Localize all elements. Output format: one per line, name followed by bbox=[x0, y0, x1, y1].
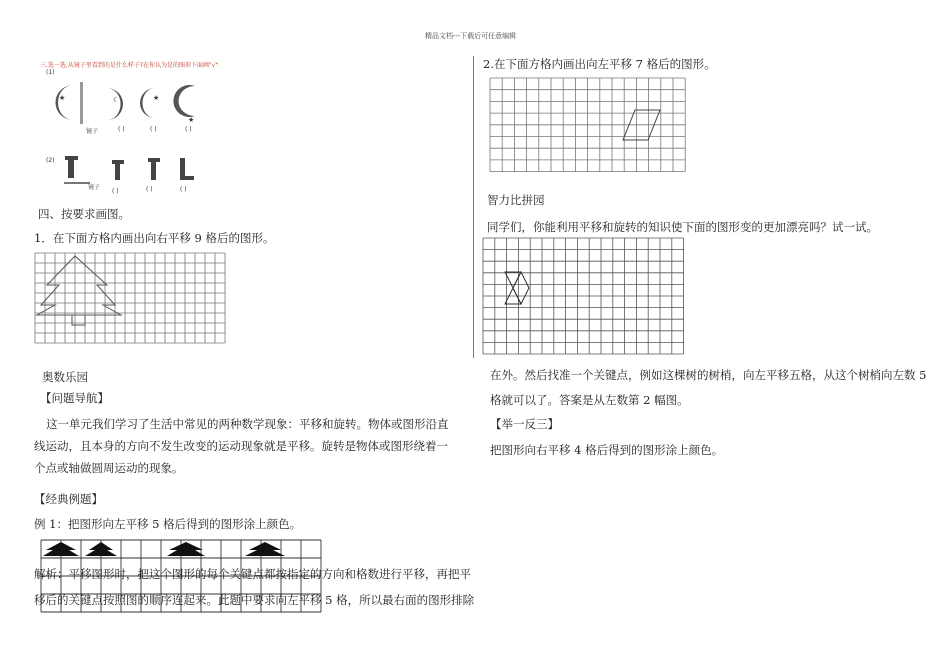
practice-title: 【举一反三】 bbox=[490, 417, 559, 431]
nav-paragraph: 这一单元我们学习了生活中常见的两种数学现象：平移和旋转。物体或图形沿直线运动，且本身的方向不发生改变的运动现象就是平移。旋转是物体或图形绕着一个点或轴做圆周运动的现象。 bbox=[34, 417, 449, 475]
part1-label: (1) bbox=[46, 69, 55, 76]
svg-text:★: ★ bbox=[188, 116, 195, 124]
mirror-question: 三.选一选,从镜子里看到的是什么样子?在你认为是的图形下面画"√" bbox=[40, 62, 219, 69]
moon-choice-2 bbox=[140, 88, 155, 118]
analysis-cont-1: 在外。然后找准一个关键点，例如这棵树的树梢，向左平移五格，从这个树梢向左数 5 bbox=[490, 368, 927, 382]
section4-title: 四、按要求画图。 bbox=[38, 207, 130, 221]
puzzle-diamond bbox=[513, 272, 529, 304]
analysis-line-1: 解析：平移图形时，把这个图形的每个关键点都按指定的方向和格数进行平移，再把平 bbox=[34, 567, 471, 581]
analysis-cont-2: 格就可以了。答案是从左数第 2 幅图。 bbox=[490, 393, 689, 407]
tree-grid bbox=[35, 253, 228, 343]
choice-blank-4: ( ) bbox=[112, 188, 119, 195]
example1-text: 例 1：把图形向左平移 5 格后得到的图形涂上颜色。 bbox=[34, 517, 302, 531]
tree-shape bbox=[37, 256, 121, 315]
practice-text: 把图形向右平移 4 格后得到的图形涂上颜色。 bbox=[490, 443, 724, 457]
tree-trunk bbox=[72, 315, 85, 325]
mirror-label-1: 镜子 bbox=[86, 128, 99, 135]
olympiad-title: 奥数乐园 bbox=[42, 370, 88, 384]
task1-text: 1．在下面方格内画出向右平移 9 格后的图形。 bbox=[34, 231, 275, 245]
svg-text:☾: ☾ bbox=[113, 96, 120, 104]
analysis-line-2: 移后的关键点按照图的顺序连起来。此题中要求向左平移 5 格，所以最右面的图形排除 bbox=[34, 593, 475, 607]
puzzle-grid bbox=[483, 238, 687, 354]
puzzle-text: 同学们，你能利用平移和旋转的知识使下面的图形变的更加漂亮吗？试一试。 bbox=[487, 220, 878, 234]
nav-title: 【问题导航】 bbox=[40, 391, 109, 405]
part2-label: (2) bbox=[46, 157, 55, 164]
svg-text:★: ★ bbox=[59, 94, 66, 102]
choice-blank-2: ( ) bbox=[150, 126, 157, 133]
parallelogram-grid bbox=[490, 78, 686, 172]
page-header: 精品文档---下载后可任意编辑 bbox=[425, 32, 517, 40]
mirror-label-2: 镜子 bbox=[88, 184, 101, 191]
moon-choice-1 bbox=[107, 88, 123, 120]
choice-blank-5: ( ) bbox=[146, 186, 153, 193]
column-divider bbox=[473, 56, 474, 358]
classic-title: 【经典例题】 bbox=[34, 492, 103, 506]
choice-blank-6: ( ) bbox=[180, 186, 187, 193]
svg-text:★: ★ bbox=[153, 94, 160, 102]
task2-text: 2.在下面方格内画出向左平移 7 格后的图形。 bbox=[483, 57, 716, 71]
example-tree-figures bbox=[43, 542, 285, 556]
mirror-bar bbox=[80, 82, 83, 124]
mirror-shape-figures bbox=[60, 152, 200, 192]
choice-blank-1: ( ) bbox=[118, 126, 125, 133]
moon-choice-3 bbox=[173, 85, 195, 117]
choice-blank-3: ( ) bbox=[185, 126, 192, 133]
moon-original bbox=[56, 85, 74, 120]
puzzle-title: 智力比拼园 bbox=[487, 193, 545, 207]
